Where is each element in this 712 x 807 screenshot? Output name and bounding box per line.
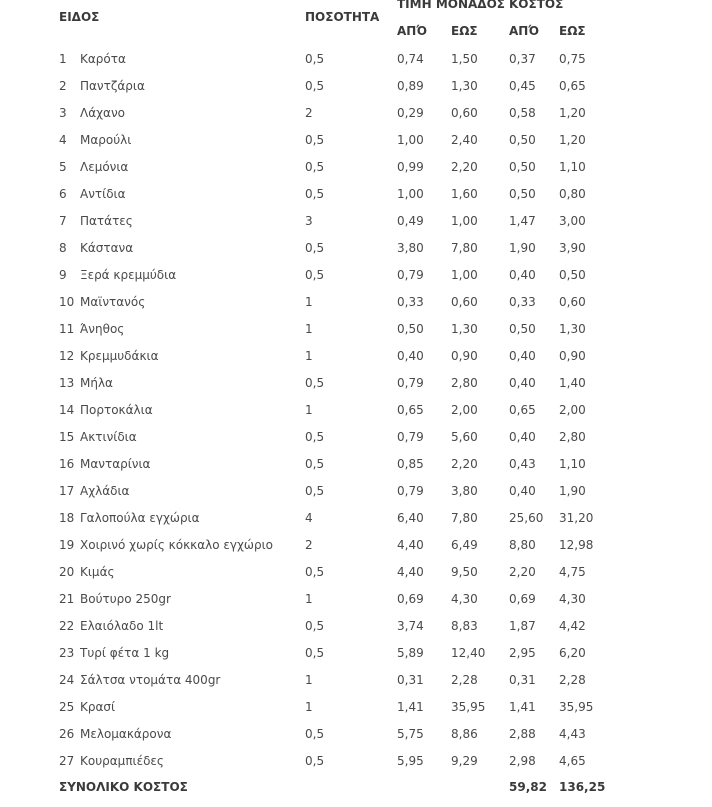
unit-price-from: 3,80 bbox=[397, 241, 424, 255]
item-name: Κιμάς bbox=[80, 565, 115, 579]
cost-to: 1,30 bbox=[559, 322, 586, 336]
unit-price-from: 4,40 bbox=[397, 538, 424, 552]
table-row bbox=[0, 79, 712, 106]
item-name: Μελομακάρονα bbox=[80, 727, 172, 741]
unit-price-to: 35,95 bbox=[451, 700, 486, 714]
cost-to: 0,60 bbox=[559, 295, 586, 309]
cost-to: 1,10 bbox=[559, 457, 586, 471]
row-number: 17 bbox=[59, 484, 75, 498]
cost-to: 4,65 bbox=[559, 754, 586, 768]
header-cost-to: ΕΩΣ bbox=[559, 24, 586, 38]
row-number: 5 bbox=[59, 160, 67, 174]
item-quantity: 0,5 bbox=[305, 565, 325, 579]
cost-to: 1,40 bbox=[559, 376, 586, 390]
item-quantity: 3 bbox=[305, 214, 313, 228]
table-row bbox=[0, 430, 712, 457]
table-row bbox=[0, 106, 712, 133]
table-row bbox=[0, 268, 712, 295]
table-row bbox=[0, 160, 712, 187]
item-name: Κουραμπιέδες bbox=[80, 754, 164, 768]
cost-to: 6,20 bbox=[559, 646, 586, 660]
unit-price-from: 0,29 bbox=[397, 106, 424, 120]
row-number: 15 bbox=[59, 430, 75, 444]
cost-from: 1,47 bbox=[509, 214, 536, 228]
cost-from: 0,40 bbox=[509, 268, 536, 282]
item-quantity: 0,5 bbox=[305, 754, 325, 768]
unit-price-to: 1,30 bbox=[451, 322, 478, 336]
cost-to: 0,65 bbox=[559, 79, 586, 93]
cost-from: 0,40 bbox=[509, 376, 536, 390]
row-number: 2 bbox=[59, 79, 67, 93]
item-name: Κρασί bbox=[80, 700, 116, 714]
cost-from: 8,80 bbox=[509, 538, 536, 552]
unit-price-to: 1,00 bbox=[451, 268, 478, 282]
unit-price-to: 0,90 bbox=[451, 349, 478, 363]
item-quantity: 1 bbox=[305, 592, 313, 606]
unit-price-from: 0,79 bbox=[397, 430, 424, 444]
row-number: 25 bbox=[59, 700, 75, 714]
cost-from: 0,50 bbox=[509, 322, 536, 336]
item-quantity: 0,5 bbox=[305, 187, 325, 201]
item-quantity: 0,5 bbox=[305, 376, 325, 390]
item-quantity: 4 bbox=[305, 511, 313, 525]
item-name: Κάστανα bbox=[80, 241, 134, 255]
item-name: Παντζάρια bbox=[80, 79, 145, 93]
item-quantity: 0,5 bbox=[305, 646, 325, 660]
table-row bbox=[0, 727, 712, 754]
unit-price-to: 9,50 bbox=[451, 565, 478, 579]
table-row bbox=[0, 187, 712, 214]
unit-price-to: 1,30 bbox=[451, 79, 478, 93]
total-row bbox=[0, 780, 712, 807]
item-quantity: 0,5 bbox=[305, 52, 325, 66]
table-row bbox=[0, 484, 712, 511]
row-number: 11 bbox=[59, 322, 75, 336]
unit-price-to: 8,83 bbox=[451, 619, 478, 633]
item-name: Μαρούλι bbox=[80, 133, 132, 147]
cost-from: 0,69 bbox=[509, 592, 536, 606]
cost-from: 0,65 bbox=[509, 403, 536, 417]
header-quantity: ΠΟΣΟΤΗΤΑ bbox=[305, 10, 380, 24]
cost-to: 3,90 bbox=[559, 241, 586, 255]
item-name: Αντίδια bbox=[80, 187, 126, 201]
header-unit-price: ΤΙΜΗ ΜΟΝΑΔΟΣ bbox=[397, 0, 505, 11]
item-quantity: 0,5 bbox=[305, 430, 325, 444]
item-quantity: 1 bbox=[305, 349, 313, 363]
item-quantity: 1 bbox=[305, 673, 313, 687]
unit-price-from: 0,31 bbox=[397, 673, 424, 687]
unit-price-from: 3,74 bbox=[397, 619, 424, 633]
total-cost-from: 59,82 bbox=[509, 780, 547, 794]
item-name: Καρότα bbox=[80, 52, 126, 66]
item-name: Μανταρίνια bbox=[80, 457, 151, 471]
cost-from: 0,58 bbox=[509, 106, 536, 120]
header-cost: ΚΟΣΤΟΣ bbox=[509, 0, 564, 11]
cost-to: 2,80 bbox=[559, 430, 586, 444]
unit-price-to: 6,49 bbox=[451, 538, 478, 552]
table-row bbox=[0, 349, 712, 376]
total-cost-to: 136,25 bbox=[559, 780, 606, 794]
unit-price-from: 0,40 bbox=[397, 349, 424, 363]
total-label: ΣΥΝΟΛΙΚΟ ΚΟΣΤΟΣ bbox=[59, 780, 188, 794]
item-name: Τυρί φέτα 1 kg bbox=[80, 646, 170, 660]
unit-price-to: 12,40 bbox=[451, 646, 486, 660]
row-number: 14 bbox=[59, 403, 75, 417]
cost-to: 4,43 bbox=[559, 727, 586, 741]
cost-from: 0,50 bbox=[509, 187, 536, 201]
row-number: 1 bbox=[59, 52, 67, 66]
cost-from: 0,40 bbox=[509, 349, 536, 363]
unit-price-from: 5,95 bbox=[397, 754, 424, 768]
table-row bbox=[0, 511, 712, 538]
cost-from: 2,20 bbox=[509, 565, 536, 579]
unit-price-from: 4,40 bbox=[397, 565, 424, 579]
unit-price-to: 2,00 bbox=[451, 403, 478, 417]
item-quantity: 1 bbox=[305, 322, 313, 336]
table-row bbox=[0, 619, 712, 646]
unit-price-to: 7,80 bbox=[451, 241, 478, 255]
table-row bbox=[0, 241, 712, 268]
table-row bbox=[0, 295, 712, 322]
unit-price-from: 0,99 bbox=[397, 160, 424, 174]
unit-price-to: 9,29 bbox=[451, 754, 478, 768]
item-quantity: 0,5 bbox=[305, 727, 325, 741]
unit-price-to: 0,60 bbox=[451, 106, 478, 120]
table-row bbox=[0, 565, 712, 592]
item-name: Μαϊντανός bbox=[80, 295, 146, 309]
cost-to: 31,20 bbox=[559, 511, 594, 525]
header-cost-from: ΑΠΌ bbox=[509, 24, 540, 38]
unit-price-to: 3,80 bbox=[451, 484, 478, 498]
unit-price-from: 5,75 bbox=[397, 727, 424, 741]
row-number: 21 bbox=[59, 592, 75, 606]
cost-to: 1,90 bbox=[559, 484, 586, 498]
unit-price-from: 0,50 bbox=[397, 322, 424, 336]
cost-from: 0,45 bbox=[509, 79, 536, 93]
item-quantity: 0,5 bbox=[305, 268, 325, 282]
table-row bbox=[0, 376, 712, 403]
cost-to: 0,50 bbox=[559, 268, 586, 282]
cost-from: 1,87 bbox=[509, 619, 536, 633]
row-number: 12 bbox=[59, 349, 75, 363]
unit-price-from: 0,79 bbox=[397, 376, 424, 390]
cost-to: 4,42 bbox=[559, 619, 586, 633]
item-quantity: 2 bbox=[305, 538, 313, 552]
unit-price-to: 1,00 bbox=[451, 214, 478, 228]
unit-price-from: 0,33 bbox=[397, 295, 424, 309]
table-row bbox=[0, 592, 712, 619]
cost-from: 1,90 bbox=[509, 241, 536, 255]
item-name: Μήλα bbox=[80, 376, 113, 390]
cost-to: 1,20 bbox=[559, 106, 586, 120]
cost-from: 1,41 bbox=[509, 700, 536, 714]
cost-to: 3,00 bbox=[559, 214, 586, 228]
item-name: Γαλοπούλα εγχώρια bbox=[80, 511, 200, 525]
header-unit-price-from: ΑΠΌ bbox=[397, 24, 428, 38]
unit-price-to: 1,60 bbox=[451, 187, 478, 201]
table-row bbox=[0, 214, 712, 241]
item-name: Ακτινίδια bbox=[80, 430, 137, 444]
row-number: 6 bbox=[59, 187, 67, 201]
cost-from: 0,50 bbox=[509, 133, 536, 147]
row-number: 16 bbox=[59, 457, 75, 471]
row-number: 13 bbox=[59, 376, 75, 390]
unit-price-from: 0,79 bbox=[397, 268, 424, 282]
item-name: Λεμόνια bbox=[80, 160, 129, 174]
unit-price-to: 2,80 bbox=[451, 376, 478, 390]
item-quantity: 0,5 bbox=[305, 457, 325, 471]
table-row bbox=[0, 754, 712, 781]
unit-price-from: 0,89 bbox=[397, 79, 424, 93]
row-number: 24 bbox=[59, 673, 75, 687]
row-number: 19 bbox=[59, 538, 75, 552]
row-number: 18 bbox=[59, 511, 75, 525]
cost-from: 2,98 bbox=[509, 754, 536, 768]
cost-from: 2,95 bbox=[509, 646, 536, 660]
unit-price-from: 1,00 bbox=[397, 133, 424, 147]
item-name: Κρεμμυδάκια bbox=[80, 349, 159, 363]
cost-to: 4,75 bbox=[559, 565, 586, 579]
unit-price-to: 5,60 bbox=[451, 430, 478, 444]
unit-price-to: 2,28 bbox=[451, 673, 478, 687]
unit-price-to: 8,86 bbox=[451, 727, 478, 741]
unit-price-to: 7,80 bbox=[451, 511, 478, 525]
cost-from: 0,50 bbox=[509, 160, 536, 174]
table-row bbox=[0, 457, 712, 484]
item-quantity: 0,5 bbox=[305, 619, 325, 633]
unit-price-from: 0,69 bbox=[397, 592, 424, 606]
item-quantity: 0,5 bbox=[305, 241, 325, 255]
cost-from: 0,40 bbox=[509, 430, 536, 444]
row-number: 26 bbox=[59, 727, 75, 741]
table-row bbox=[0, 538, 712, 565]
cost-from: 0,43 bbox=[509, 457, 536, 471]
item-name: Βούτυρο 250gr bbox=[80, 592, 171, 606]
unit-price-to: 2,20 bbox=[451, 457, 478, 471]
table-row bbox=[0, 322, 712, 349]
unit-price-to: 4,30 bbox=[451, 592, 478, 606]
unit-price-to: 1,50 bbox=[451, 52, 478, 66]
cost-to: 0,90 bbox=[559, 349, 586, 363]
item-name: Ξερά κρεμμύδια bbox=[80, 268, 177, 282]
item-name: Πορτοκάλια bbox=[80, 403, 153, 417]
row-number: 27 bbox=[59, 754, 75, 768]
item-name: Αχλάδια bbox=[80, 484, 130, 498]
item-name: Ελαιόλαδο 1lt bbox=[80, 619, 164, 633]
cost-to: 2,00 bbox=[559, 403, 586, 417]
item-quantity: 1 bbox=[305, 295, 313, 309]
table-row bbox=[0, 133, 712, 160]
unit-price-from: 0,85 bbox=[397, 457, 424, 471]
cost-to: 35,95 bbox=[559, 700, 594, 714]
cost-from: 25,60 bbox=[509, 511, 544, 525]
table-row bbox=[0, 403, 712, 430]
cost-to: 1,10 bbox=[559, 160, 586, 174]
cost-to: 0,75 bbox=[559, 52, 586, 66]
cost-to: 4,30 bbox=[559, 592, 586, 606]
unit-price-from: 0,65 bbox=[397, 403, 424, 417]
unit-price-from: 5,89 bbox=[397, 646, 424, 660]
row-number: 8 bbox=[59, 241, 67, 255]
item-name: Σάλτσα ντομάτα 400gr bbox=[80, 673, 221, 687]
item-name: Πατάτες bbox=[80, 214, 133, 228]
unit-price-from: 6,40 bbox=[397, 511, 424, 525]
table-row bbox=[0, 700, 712, 727]
unit-price-from: 0,49 bbox=[397, 214, 424, 228]
unit-price-to: 2,20 bbox=[451, 160, 478, 174]
item-quantity: 0,5 bbox=[305, 484, 325, 498]
item-quantity: 1 bbox=[305, 403, 313, 417]
cost-from: 0,33 bbox=[509, 295, 536, 309]
row-number: 7 bbox=[59, 214, 67, 228]
cost-from: 0,37 bbox=[509, 52, 536, 66]
item-quantity: 0,5 bbox=[305, 79, 325, 93]
table-row bbox=[0, 646, 712, 673]
cost-to: 0,80 bbox=[559, 187, 586, 201]
cost-to: 12,98 bbox=[559, 538, 594, 552]
table-row bbox=[0, 673, 712, 700]
cost-to: 1,20 bbox=[559, 133, 586, 147]
item-name: Χοιρινό χωρίς κόκκαλο εγχώριο bbox=[80, 538, 273, 552]
row-number: 20 bbox=[59, 565, 75, 579]
row-number: 3 bbox=[59, 106, 67, 120]
item-quantity: 0,5 bbox=[305, 133, 325, 147]
item-name: Άνηθος bbox=[80, 322, 125, 336]
item-quantity: 2 bbox=[305, 106, 313, 120]
unit-price-from: 0,74 bbox=[397, 52, 424, 66]
cost-from: 2,88 bbox=[509, 727, 536, 741]
item-name: Λάχανο bbox=[80, 106, 126, 120]
header-unit-price-to: ΕΩΣ bbox=[451, 24, 478, 38]
unit-price-from: 1,41 bbox=[397, 700, 424, 714]
row-number: 23 bbox=[59, 646, 75, 660]
unit-price-to: 2,40 bbox=[451, 133, 478, 147]
unit-price-from: 1,00 bbox=[397, 187, 424, 201]
row-number: 9 bbox=[59, 268, 67, 282]
row-number: 22 bbox=[59, 619, 75, 633]
row-number: 4 bbox=[59, 133, 67, 147]
row-number: 10 bbox=[59, 295, 75, 309]
header-item: ΕΙΔΟΣ bbox=[59, 10, 100, 24]
item-quantity: 1 bbox=[305, 700, 313, 714]
cost-from: 0,40 bbox=[509, 484, 536, 498]
item-quantity: 0,5 bbox=[305, 160, 325, 174]
unit-price-from: 0,79 bbox=[397, 484, 424, 498]
table-row bbox=[0, 52, 712, 79]
cost-to: 2,28 bbox=[559, 673, 586, 687]
unit-price-to: 0,60 bbox=[451, 295, 478, 309]
cost-from: 0,31 bbox=[509, 673, 536, 687]
